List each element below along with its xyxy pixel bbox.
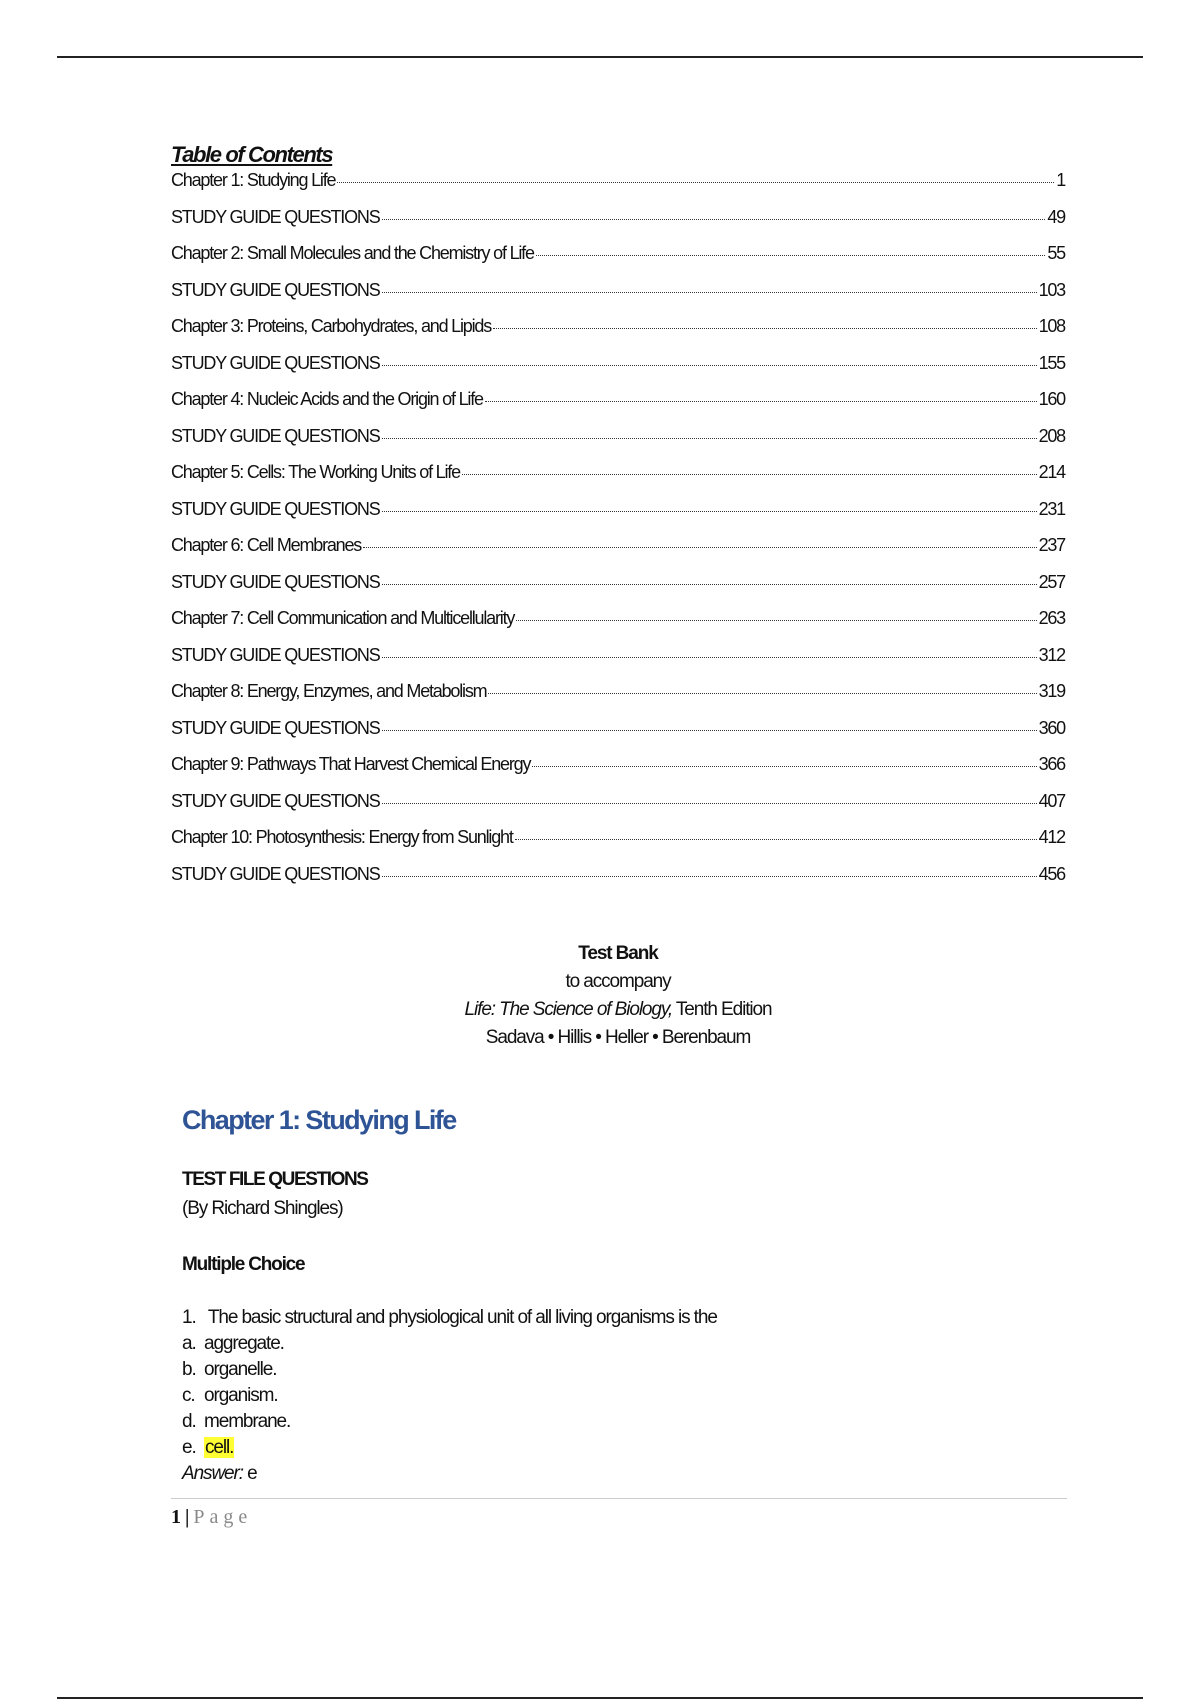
toc-leader-dots [382,511,1037,512]
toc-entry-page: 366 [1038,754,1065,774]
question-author: (By Richard Shingles) [182,1198,343,1219]
question-item [182,1305,1062,1487]
toc-entry-label: Chapter 1: Studying Life [171,170,336,190]
toc-leader-dots [515,839,1037,840]
toc-leader-dots [382,219,1046,220]
toc-entry-page: 257 [1038,571,1065,592]
toc-entry-page: 160 [1038,389,1065,409]
answer-option [182,1409,1062,1435]
test-bank-title-block [171,940,1065,1052]
toc-entry[interactable] [171,535,1065,572]
toc-entry-label: STUDY GUIDE QUESTIONS [171,863,380,884]
toc-entry[interactable] [171,645,1065,682]
toc-entry[interactable] [171,316,1065,353]
table-of-contents [171,140,1065,900]
toc-entry-label: Chapter 9: Pathways That Harvest Chemical Energy [171,754,531,774]
question-number: 1. [182,1307,196,1328]
toc-entry-page: 214 [1038,462,1065,482]
toc-entry-label: STUDY GUIDE QUESTIONS [171,352,380,373]
toc-entry-page: 155 [1038,352,1065,373]
toc-leader-dots [382,657,1037,658]
toc-entry[interactable] [171,572,1065,609]
toc-entry-label: Chapter 6: Cell Membranes [171,535,362,555]
toc-entry-page: 412 [1038,827,1065,847]
toc-entry[interactable] [171,462,1065,499]
book-edition: Tenth Edition [672,999,772,1020]
toc-list [171,170,1065,900]
toc-leader-dots [382,292,1037,293]
answer-option [182,1383,1062,1409]
test-bank-heading: Test Bank [578,943,658,964]
toc-entry-label: Chapter 2: Small Molecules and the Chemistry of Life [171,243,534,263]
toc-leader-dots [382,438,1037,439]
toc-entry-page: 312 [1038,644,1065,665]
footer-page-number: 1 [171,1506,181,1528]
toc-leader-dots [488,693,1036,694]
toc-entry-page: 231 [1038,498,1065,519]
toc-entry-page: 208 [1038,425,1065,446]
answer-label: Answer: [182,1463,243,1484]
toc-entry-page: 407 [1038,790,1065,811]
toc-entry-label: STUDY GUIDE QUESTIONS [171,206,380,227]
toc-entry-page: 55 [1047,243,1065,263]
footer-bottom-rule [57,1697,1143,1699]
toc-entry[interactable] [171,608,1065,645]
toc-leader-dots [536,255,1046,256]
toc-entry-label: Chapter 7: Cell Communication and Multicellularity [171,608,515,628]
toc-leader-dots [363,547,1036,548]
question-text: The basic structural and physiological unit of all living organisms is the [207,1307,717,1328]
toc-entry[interactable] [171,864,1065,901]
toc-entry-page: 108 [1038,316,1065,336]
test-bank-subheading: to accompany [565,971,671,992]
toc-leader-dots [485,401,1037,402]
question-type-heading: Multiple Choice [182,1254,305,1275]
toc-entry-page: 103 [1038,279,1065,300]
toc-entry-label: STUDY GUIDE QUESTIONS [171,425,380,446]
footer-separator: | [185,1506,190,1528]
toc-entry-label: Chapter 3: Proteins, Carbohydrates, and Lipids [171,316,492,336]
book-title-line [171,996,1065,1024]
toc-entry[interactable] [171,243,1065,280]
option-letter: a. [182,1333,196,1354]
toc-entry-page: 360 [1038,717,1065,738]
toc-entry[interactable] [171,827,1065,864]
toc-entry-label: STUDY GUIDE QUESTIONS [171,571,380,592]
toc-entry-page: 456 [1038,863,1065,884]
option-letter: d. [182,1411,196,1432]
toc-entry-page: 1 [1056,170,1065,190]
question-stem [182,1305,1062,1331]
toc-leader-dots [462,474,1037,475]
chapter-section [182,1100,1062,1484]
toc-entry[interactable] [171,170,1065,207]
footer-rule [171,1498,1067,1499]
section-heading: TEST FILE QUESTIONS [182,1169,368,1190]
chapter-heading: Chapter 1: Studying Life [182,1105,456,1135]
toc-leader-dots [382,365,1037,366]
option-text: membrane. [204,1411,291,1432]
toc-leader-dots [382,584,1037,585]
toc-entry-label: STUDY GUIDE QUESTIONS [171,644,380,665]
option-letter: e. [182,1437,196,1458]
toc-entry-label: Chapter 8: Energy, Enzymes, and Metabolism [171,681,487,701]
answer-value: e [242,1463,257,1484]
option-text: organism. [204,1385,278,1406]
toc-leader-dots [337,182,1054,183]
answer-option-correct [182,1435,1062,1461]
toc-entry[interactable] [171,389,1065,426]
toc-title: Table of Contents [171,142,333,167]
toc-entry[interactable] [171,791,1065,828]
option-letter: c. [182,1385,195,1406]
option-letter: b. [182,1359,196,1380]
toc-leader-dots [516,620,1036,621]
toc-entry-label: Chapter 10: Photosynthesis: Energy from Sunlight [171,827,513,847]
option-text: aggregate. [204,1333,284,1354]
toc-entry-label: STUDY GUIDE QUESTIONS [171,790,380,811]
toc-entry-label: STUDY GUIDE QUESTIONS [171,717,380,738]
option-text: organelle. [204,1359,277,1380]
toc-leader-dots [532,766,1036,767]
page-footer [171,1503,252,1531]
toc-entry-label: Chapter 5: Cells: The Working Units of Life [171,462,460,482]
toc-entry[interactable] [171,353,1065,390]
toc-entry-label: Chapter 4: Nucleic Acids and the Origin of Life [171,389,483,409]
toc-entry[interactable] [171,499,1065,536]
book-title: Life: The Science of Biology, [464,999,673,1020]
toc-leader-dots [382,803,1037,804]
option-text-highlighted: cell. [205,1437,234,1458]
answer-option [182,1357,1062,1383]
footer-page-word: Page [193,1506,253,1528]
toc-leader-dots [493,328,1037,329]
toc-entry[interactable] [171,754,1065,791]
answer-key [182,1461,1062,1487]
header-rule [57,56,1143,58]
book-authors: Sadava • Hillis • Heller • Berenbaum [485,1027,751,1048]
toc-entry-page: 263 [1038,608,1065,628]
toc-leader-dots [382,730,1037,731]
toc-entry-page: 237 [1038,535,1065,555]
toc-entry[interactable] [171,718,1065,755]
toc-entry-label: STUDY GUIDE QUESTIONS [171,498,380,519]
toc-leader-dots [382,876,1037,877]
toc-entry-page: 49 [1047,206,1065,227]
toc-entry[interactable] [171,426,1065,463]
toc-entry-page: 319 [1038,681,1065,701]
toc-entry[interactable] [171,681,1065,718]
toc-entry-label: STUDY GUIDE QUESTIONS [171,279,380,300]
toc-entry[interactable] [171,207,1065,244]
answer-option [182,1331,1062,1357]
toc-entry[interactable] [171,280,1065,317]
